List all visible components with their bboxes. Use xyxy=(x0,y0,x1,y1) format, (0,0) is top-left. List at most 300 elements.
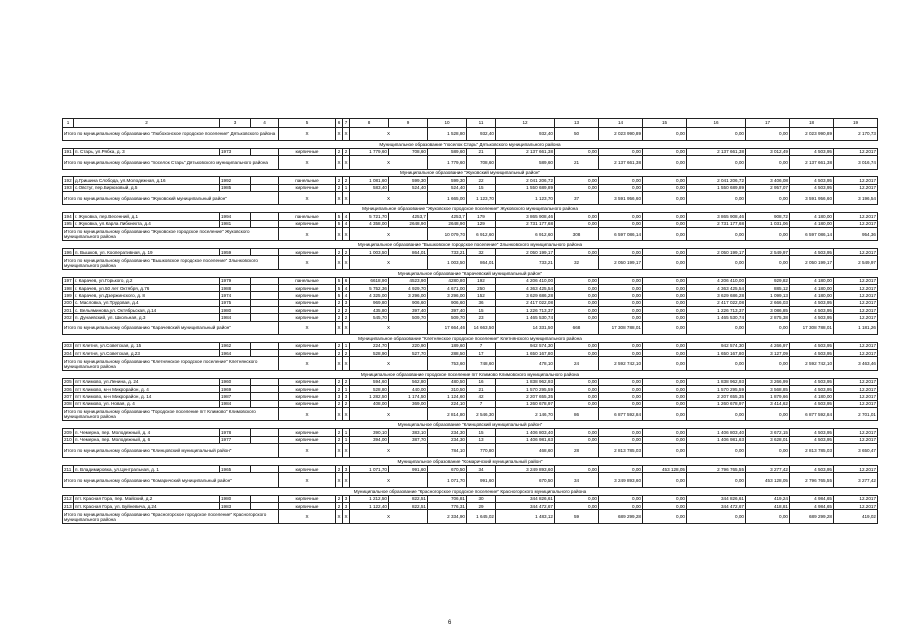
table-cell: 344 472,67 xyxy=(496,503,555,510)
table-cell: 3 463,46 xyxy=(834,357,878,371)
table-cell: кирпичные xyxy=(279,393,336,400)
table-cell: 2 549,97 xyxy=(834,256,878,270)
table-cell: п. Вышков, ул. Кооперативная, д. 19 xyxy=(74,249,220,256)
table-cell: 369,00 xyxy=(389,400,428,407)
table-cell: 1 xyxy=(343,429,350,436)
table-cell: 0,00 xyxy=(643,306,687,313)
table-cell xyxy=(251,314,279,321)
table-cell: 0,00 xyxy=(599,299,643,306)
table-cell: 192 xyxy=(64,178,72,184)
table-cell: 932,40 xyxy=(496,127,555,141)
table-cell: 0,00 xyxy=(599,495,643,502)
table-cell: 1 122,40 xyxy=(350,503,389,510)
column-header: 18 xyxy=(790,119,834,128)
table-cell: 885,12 xyxy=(746,285,790,292)
table-cell: 2 731 177,68 xyxy=(687,220,746,227)
table-cell: 2 xyxy=(336,436,343,443)
table-cell: с. Масловка, ул.Трудовая, д.4 xyxy=(74,299,220,306)
table-cell: 0,00 xyxy=(746,156,790,170)
table-cell: X xyxy=(343,256,350,270)
table-cell: 2 701,01 xyxy=(834,407,878,421)
table-cell: 200 xyxy=(64,300,72,306)
table-cell: 191 xyxy=(64,149,72,155)
table-cell: 1980 xyxy=(220,495,251,502)
table-cell: 2 xyxy=(343,177,350,184)
table-cell: кирпичные xyxy=(279,249,336,256)
table-body xyxy=(63,119,878,524)
table-cell: 1 123,70 xyxy=(467,191,496,205)
column-header: 13 xyxy=(555,119,599,128)
table-cell: 2 050 199,17 xyxy=(687,249,746,256)
table-cell: 3 628,01 xyxy=(746,436,790,443)
table-cell: 3 650,47 xyxy=(834,443,878,458)
table-cell: 0,00 xyxy=(643,213,687,220)
table-cell: 5 xyxy=(336,285,343,292)
table-cell: 1973 xyxy=(220,148,251,155)
table-cell xyxy=(251,213,279,220)
table-cell: 1984 xyxy=(220,314,251,321)
table-cell: 954,36 xyxy=(834,227,878,241)
subtotal-row xyxy=(63,191,878,205)
table-cell: 991,60 xyxy=(467,473,496,488)
table-cell: г. Карачев, ул.50 лет Октября, д.76 xyxy=(74,285,220,292)
table-cell: 0,00 xyxy=(687,510,746,524)
table-cell: 1 406 981,63 xyxy=(496,436,555,443)
table-cell: 6 597 086,14 xyxy=(790,227,834,241)
table-cell: X xyxy=(336,357,343,371)
section-title: Муниципальное образование "Красногорское городское поселение" Красногорского муниципального района xyxy=(63,487,878,495)
table-cell: X xyxy=(350,156,428,170)
table-cell: 205 xyxy=(64,379,72,385)
table-cell: 397,40 xyxy=(428,306,467,313)
table-cell: X xyxy=(350,227,428,241)
table-cell: 4 180,00 xyxy=(790,292,834,299)
table-cell: панельные xyxy=(279,177,336,184)
table-cell: 733,21 xyxy=(428,249,467,256)
table-cell: 1 xyxy=(343,184,350,191)
table-cell: 2 xyxy=(343,350,350,357)
subtotal-label: Итого по муниципальному образованию "Жуковское городское поселение" Жуковского муниципального района xyxy=(63,227,279,241)
table-cell: 1 406 803,40 xyxy=(687,429,746,436)
subtotal-row xyxy=(63,127,878,141)
table-cell: 207 xyxy=(64,393,72,399)
table-cell: кирпичные xyxy=(279,285,336,292)
table-cell: 12.2017 xyxy=(834,466,878,473)
table-cell: 906,60 xyxy=(428,299,467,306)
section-header-row xyxy=(63,169,878,177)
table-cell: 906,60 xyxy=(389,299,428,306)
table-row xyxy=(63,177,878,184)
table-row xyxy=(63,277,878,284)
table-cell: п. Старь, ул.Рябка, д. 3 xyxy=(74,148,220,155)
table-cell: 28 xyxy=(555,443,599,458)
table-cell: 0,00 xyxy=(555,306,599,313)
table-cell xyxy=(251,386,279,393)
table-cell: 822,51 xyxy=(389,495,428,502)
table-cell: 12.2017 xyxy=(834,292,878,299)
table-cell: пгт Клетня, ул.Советская, д. 15 xyxy=(74,342,220,349)
table-cell: 15 xyxy=(467,306,496,313)
table-cell: 0,00 xyxy=(599,249,643,256)
table-cell: 0,00 xyxy=(599,466,643,473)
table-cell: X xyxy=(336,321,343,335)
table-cell: 209 xyxy=(64,429,72,435)
table-cell: 4 180,00 xyxy=(790,213,834,220)
column-header: 6 xyxy=(336,119,343,128)
column-header: 12 xyxy=(496,119,555,128)
table-cell: 1960 xyxy=(220,378,251,385)
table-cell: 0,00 xyxy=(687,357,746,371)
table-cell: 0,00 xyxy=(599,148,643,155)
table-cell: 2 xyxy=(336,314,343,321)
table-cell: кирпичные xyxy=(279,436,336,443)
column-header: 7 xyxy=(343,119,350,128)
page-number: 6 xyxy=(448,620,452,626)
table-cell: 1994 xyxy=(220,213,251,220)
table-cell: 4 363 425,54 xyxy=(496,285,555,292)
table-cell: 5 xyxy=(336,220,343,227)
table-cell: кирпичные xyxy=(279,400,336,407)
table-cell: 0,00 xyxy=(643,350,687,357)
section-header-row xyxy=(63,487,878,495)
subtotal-row xyxy=(63,156,878,170)
table-cell: 21 xyxy=(555,156,599,170)
table-cell: 0,00 xyxy=(599,429,643,436)
subtotal-row xyxy=(63,256,878,270)
section-header-row xyxy=(63,335,878,343)
table-row xyxy=(63,299,878,306)
table-cell: кирпичные xyxy=(279,503,336,510)
table-cell: 2 xyxy=(336,429,343,436)
table-cell: 3 865 908,46 xyxy=(687,213,746,220)
column-header: 8 xyxy=(350,119,389,128)
table-cell: 210 xyxy=(64,437,72,443)
table-cell xyxy=(251,350,279,357)
table-cell: 1 226 713,37 xyxy=(687,306,746,313)
table-cell: 670,50 xyxy=(428,466,467,473)
table-cell: 2 137 661,38 xyxy=(496,148,555,155)
section-title: Муниципальное образование городское поселение пгт Климово Климовского муниципального района xyxy=(63,370,878,378)
table-cell: 86 xyxy=(555,407,599,421)
table-cell: 2 137 661,38 xyxy=(687,148,746,155)
table-cell: 0,00 xyxy=(643,256,687,270)
table-cell: 2 xyxy=(343,306,350,313)
table-cell: 4 503,95 xyxy=(790,299,834,306)
table-cell: 2 334,90 xyxy=(428,510,467,524)
table-cell: X xyxy=(343,156,350,170)
table-cell: 2 023 990,89 xyxy=(790,127,834,141)
table-cell: 4 503,95 xyxy=(790,148,834,155)
table-cell xyxy=(251,249,279,256)
subtotal-row xyxy=(63,357,878,371)
subtotal-label: Итого по муниципальному образованию "Клинцовский муниципальный район" xyxy=(63,443,279,458)
table-cell: 2 666,03 xyxy=(746,299,790,306)
table-cell: 753,60 xyxy=(428,357,467,371)
table-cell: п. Чемерна, пер. Молодежный, д. 4 xyxy=(74,429,220,436)
section-title: Муниципальное образование "поселок Старь" Дятьковского муниципального района xyxy=(63,141,878,149)
subtotal-row xyxy=(63,473,878,488)
table-row xyxy=(63,342,878,349)
table-cell: 0,00 xyxy=(687,473,746,488)
table-cell: 2 207 655,35 xyxy=(496,393,555,400)
table-cell xyxy=(251,342,279,349)
table-cell: 21 xyxy=(467,386,496,393)
table-cell: 4 503,95 xyxy=(790,429,834,436)
table-cell: 203 xyxy=(64,343,72,349)
table-cell: кирпичные xyxy=(279,350,336,357)
table-cell: 2 xyxy=(336,177,343,184)
table-cell: 864,01 xyxy=(467,256,496,270)
column-header: 14 xyxy=(599,119,643,128)
table-cell: 1 282,50 xyxy=(350,393,389,400)
table-cell: 2 xyxy=(336,350,343,357)
table-cell: 2 xyxy=(336,299,343,306)
table-cell: 4 180,00 xyxy=(790,285,834,292)
table-cell: 2 xyxy=(336,378,343,385)
table-cell xyxy=(251,177,279,184)
table-cell: 12.2017 xyxy=(834,184,878,191)
section-title: Муниципальное образование "Комаричский муниципальный район" xyxy=(63,458,878,466)
table-cell xyxy=(251,466,279,473)
table-cell: 0,00 xyxy=(643,443,687,458)
table-cell: 387,70 xyxy=(389,436,428,443)
table-cell: 3 127,09 xyxy=(746,350,790,357)
table-cell: 12.2017 xyxy=(834,277,878,284)
table-cell xyxy=(251,148,279,155)
table-cell: X xyxy=(279,127,336,141)
table-cell: 12.2017 xyxy=(834,429,878,436)
table-cell: 224,70 xyxy=(350,342,389,349)
table-cell: 1 550 689,89 xyxy=(496,184,555,191)
table-cell: 4 503,95 xyxy=(790,400,834,407)
table-cell: 3 xyxy=(343,299,350,306)
table-cell: 34 xyxy=(555,473,599,488)
table-row xyxy=(63,314,878,321)
table-cell: 4523,90 xyxy=(389,277,428,284)
table-cell: 3 xyxy=(336,393,343,400)
table-cell: 1 465 530,74 xyxy=(496,314,555,321)
table-cell: 5 xyxy=(336,277,343,284)
table-cell: 1 174,50 xyxy=(389,393,428,400)
table-cell: 0,00 xyxy=(687,227,746,241)
table-cell: 1 123,70 xyxy=(496,191,555,205)
table-cell: 50 xyxy=(555,127,599,141)
table-cell: 4 503,95 xyxy=(790,378,834,385)
table-cell: X xyxy=(343,191,350,205)
table-cell: 3 012,49 xyxy=(746,148,790,155)
table-cell: 453 128,05 xyxy=(746,473,790,488)
table-cell: 689 299,28 xyxy=(599,510,643,524)
table-row xyxy=(63,495,878,502)
table-cell: 1984 xyxy=(220,400,251,407)
table-cell: 12.2017 xyxy=(834,342,878,349)
table-cell: X xyxy=(343,407,350,421)
table-cell: 4 180,00 xyxy=(790,277,834,284)
section-header-row xyxy=(63,458,878,466)
subtotal-label: Итого по муниципальному образованию "Красногорское городское поселение" Красногорского муниципального района xyxy=(63,510,279,524)
table-cell: 1 550 689,89 xyxy=(687,184,746,191)
table-cell xyxy=(251,299,279,306)
table-cell: 12.2017 xyxy=(834,495,878,502)
section-header-row xyxy=(63,241,878,249)
table-cell: 0,00 xyxy=(746,443,790,458)
table-cell: 4253,7 xyxy=(389,213,428,220)
table-cell: 3 414,62 xyxy=(746,400,790,407)
table-cell: 4 671,00 xyxy=(428,285,467,292)
table-cell: X xyxy=(336,227,343,241)
table-cell: X xyxy=(336,407,343,421)
table-cell: 2 xyxy=(336,184,343,191)
table-cell: 2 546,30 xyxy=(467,407,496,421)
table-row xyxy=(63,184,878,191)
table-cell: 1 260 678,97 xyxy=(687,400,746,407)
table-cell: 0,00 xyxy=(643,357,687,371)
table-cell: 199 xyxy=(64,293,72,298)
table-cell: X xyxy=(279,473,336,488)
table-cell: пгт. Красная Гора, пер. Майский, д.2 xyxy=(74,495,220,502)
table-cell: 1 081,60 xyxy=(350,177,389,184)
table-cell: 942 574,30 xyxy=(687,342,746,349)
table-cell: кирпичные xyxy=(279,429,336,436)
table-cell: 202 xyxy=(64,314,72,320)
table-cell: 689 299,28 xyxy=(790,510,834,524)
table-cell: 0,00 xyxy=(643,510,687,524)
table-cell: 189,60 xyxy=(428,342,467,349)
table-cell: 344 826,61 xyxy=(496,495,555,502)
table-cell: X xyxy=(279,407,336,421)
subtotal-label: Итого по муниципальному образованию "Комаричский муниципальный район" xyxy=(63,473,279,488)
table-cell: 0,00 xyxy=(746,127,790,141)
section-title: Муниципальное образование "Клетнянское городское поселение" Клетнянского муниципального района xyxy=(63,335,878,343)
table-cell: 708,60 xyxy=(389,148,428,155)
table-cell: 3 016,74 xyxy=(834,156,878,170)
table-cell: 480,50 xyxy=(428,378,467,385)
table-cell: 0,00 xyxy=(643,299,687,306)
table-cell: 6618,90 xyxy=(350,277,389,284)
table-cell: 3 568,85 xyxy=(746,386,790,393)
table-cell: 0,00 xyxy=(643,436,687,443)
table-cell: 17 xyxy=(467,350,496,357)
table-cell: 3 249 893,60 xyxy=(496,466,555,473)
table-cell: 1 879,66 xyxy=(746,393,790,400)
table-cell: X xyxy=(350,321,428,335)
table-cell: 14 331,50 xyxy=(496,321,555,335)
table-cell: 0,00 xyxy=(643,473,687,488)
section-title: Муниципальное образование "Клинцовский муниципальный район" xyxy=(63,421,878,429)
table-cell: X xyxy=(336,191,343,205)
table-cell: 13 xyxy=(467,436,496,443)
section-header-row xyxy=(63,370,878,378)
section-title: Муниципальное образование "Вышковское городское поселение" Злынковского муниципального района xyxy=(63,241,878,249)
subtotal-label: Итого по муниципальному образованию "Городское поселение пгт Климово" Климовского муниципального района xyxy=(63,407,279,421)
table-cell: 1 071,70 xyxy=(350,466,389,473)
table-cell: 12.2017 xyxy=(834,249,878,256)
table-cell: 5 721,70 xyxy=(350,213,389,220)
table-cell: 12.2017 xyxy=(834,306,878,313)
column-header: 5 xyxy=(279,119,336,128)
table-cell: 12.2017 xyxy=(834,400,878,407)
subtotal-label: Итого по муниципальному образованию "Жуковский муниципальный район" xyxy=(63,191,279,205)
table-cell: 419,02 xyxy=(834,510,878,524)
table-cell: 0,00 xyxy=(555,277,599,284)
table-cell: 212 xyxy=(64,496,72,502)
table-cell: 1977 xyxy=(220,436,251,443)
table-cell: 4 984,65 xyxy=(790,503,834,510)
table-cell: 1 528,80 xyxy=(428,127,467,141)
table-cell: 0,00 xyxy=(643,429,687,436)
table-cell: 418,81 xyxy=(746,503,790,510)
table-cell: 1 570 295,59 xyxy=(687,386,746,393)
section-title: Муниципальное образование "Жуковский муниципальный район" xyxy=(63,169,878,177)
table-cell: 2 796 765,55 xyxy=(687,466,746,473)
table-cell: 2 170,73 xyxy=(834,127,878,141)
table-row xyxy=(63,249,878,256)
table-cell: X xyxy=(336,510,343,524)
table-cell: 0,00 xyxy=(555,466,599,473)
table-cell: 12.2017 xyxy=(834,213,878,220)
table-cell: 0,00 xyxy=(643,249,687,256)
table-cell: X xyxy=(343,127,350,141)
table-cell: 0,00 xyxy=(643,386,687,393)
table-cell: 1 779,60 xyxy=(428,156,467,170)
table-cell: 7 xyxy=(467,400,496,407)
table-cell: 12.2017 xyxy=(834,148,878,155)
table-cell: 524,40 xyxy=(428,184,467,191)
table-cell: г. Жуковка, ул.Карла Либкнехта, д.4 xyxy=(74,220,220,227)
table-cell: 4 xyxy=(343,213,350,220)
table-cell: 0,00 xyxy=(599,436,643,443)
table-cell: 0,00 xyxy=(555,249,599,256)
table-cell: 0,00 xyxy=(599,386,643,393)
table-cell: 0,00 xyxy=(643,292,687,299)
subtotal-label: Итого по муниципальному образованию "поселок Старь" Дятьковского муниципального района xyxy=(63,156,279,170)
table-cell: 1979 xyxy=(220,277,251,284)
table-cell: 2 023 990,89 xyxy=(599,127,643,141)
column-header: 19 xyxy=(834,119,878,128)
table-cell: 1 124,60 xyxy=(428,393,467,400)
table-cell: X xyxy=(279,256,336,270)
table-cell: 2 592 742,10 xyxy=(790,357,834,371)
table-cell: 1 570 295,59 xyxy=(496,386,555,393)
table-cell: 2 207 655,35 xyxy=(687,393,746,400)
table-cell: 942 574,30 xyxy=(496,342,555,349)
table-cell: X xyxy=(350,191,428,205)
table-cell: 310,50 xyxy=(428,386,467,393)
subtotal-label: Итого по муниципальному образованию "Клетнянское городское поселение" Клетнянского муниципального района xyxy=(63,357,279,371)
table-cell: 0,00 xyxy=(599,292,643,299)
table-cell: 0,00 xyxy=(599,378,643,385)
table-cell: 545,70 xyxy=(350,314,389,321)
table-cell: 12.2017 xyxy=(834,378,878,385)
table-cell xyxy=(251,292,279,299)
subtotal-row xyxy=(63,407,878,421)
column-header: 1 xyxy=(63,119,74,128)
table-cell: 2 549,97 xyxy=(746,249,790,256)
table-cell: 0,00 xyxy=(687,156,746,170)
section-header-row xyxy=(63,269,878,277)
table-cell: 220,90 xyxy=(389,342,428,349)
table-cell: 0,00 xyxy=(687,256,746,270)
table-cell: 16 xyxy=(467,378,496,385)
table-cell: 864,01 xyxy=(389,249,428,256)
table-cell: 2 xyxy=(343,249,350,256)
table-cell: 1 483,12 xyxy=(496,510,555,524)
table-cell: 0,00 xyxy=(643,393,687,400)
table-cell: 29 xyxy=(467,503,496,510)
table-cell: кирпичные xyxy=(279,148,336,155)
table-cell: 0,00 xyxy=(643,285,687,292)
table-cell: кирпичные xyxy=(279,292,336,299)
